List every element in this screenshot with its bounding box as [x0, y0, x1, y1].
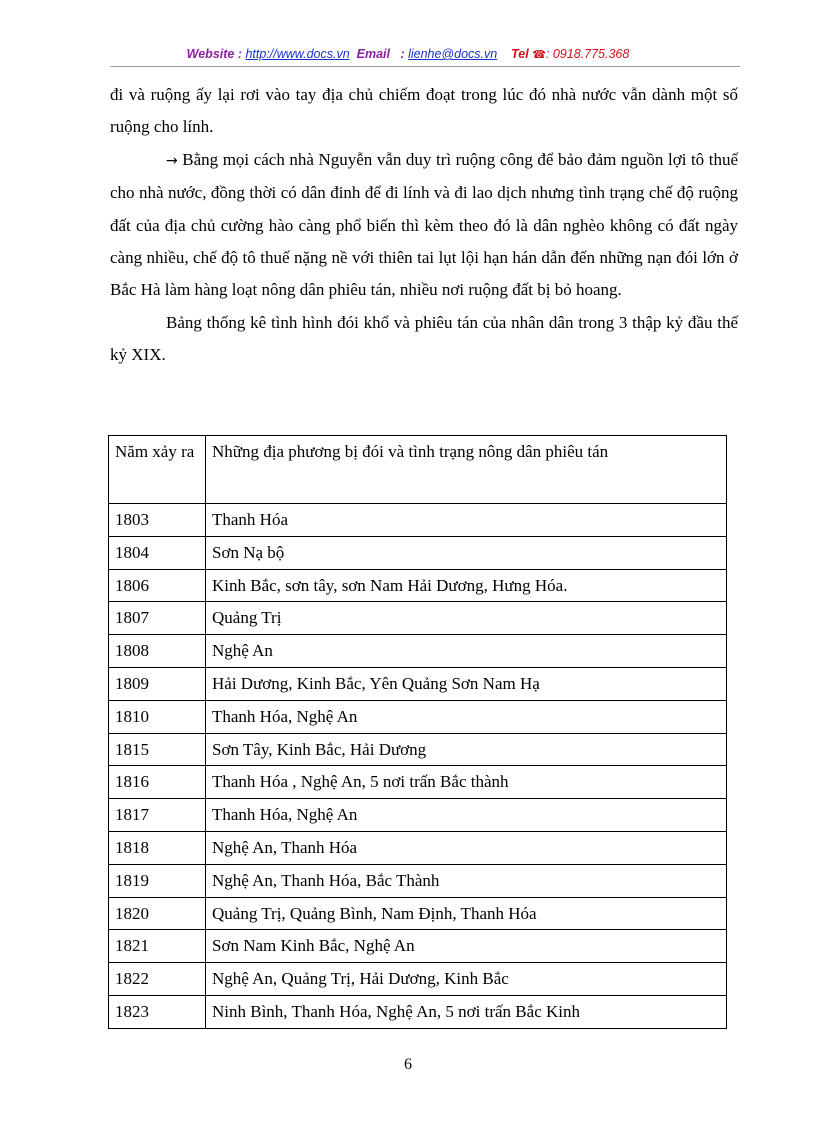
website-sep: : [234, 47, 246, 61]
year-cell: 1823 [109, 995, 206, 1028]
paragraph-2 [110, 144, 738, 307]
year-cell: 1822 [109, 963, 206, 996]
places-cell: Nghệ An, Quảng Trị, Hải Dương, Kinh Bắc [206, 963, 727, 996]
year-cell: 1821 [109, 930, 206, 963]
header-year: Năm xảy ra [109, 436, 206, 504]
email-link[interactable]: lienhe@docs.vn [408, 47, 498, 61]
places-cell: Hải Dương, Kinh Bắc, Yên Quảng Sơn Nam Hạ [206, 667, 727, 700]
tel-value: : 0918.775.368 [545, 47, 630, 61]
table-row [109, 536, 727, 569]
table-caption: Bảng thống kê tình hình đói khổ và phiêu tán của nhân dân trong 3 thập kỷ đầu thế kỷ XIX. [110, 312, 738, 365]
places-cell: Kinh Bắc, sơn tây, sơn Nam Hải Dương, Hưng Hóa. [206, 569, 727, 602]
year-cell: 1807 [109, 602, 206, 635]
table-row [109, 963, 727, 996]
tel-label: Tel [511, 47, 529, 61]
table-row [109, 864, 727, 897]
year-cell: 1820 [109, 897, 206, 930]
places-cell: Thanh Hóa [206, 504, 727, 537]
year-cell: 1815 [109, 733, 206, 766]
places-cell: Thanh Hóa , Nghệ An, 5 nơi trấn Bắc thành [206, 766, 727, 799]
table-row [109, 569, 727, 602]
header-places: Những địa phương bị đói và tình trạng nông dân phiêu tán [206, 436, 727, 504]
paragraph-2-text: Bằng mọi cách nhà Nguyễn vẫn duy trì ruộng công để bảo đảm nguồn lợi tô thuế cho nhà nước, đồng thời có dân đinh để đi lính và đi lao dịch nhưng tình trạng chế độ ruộng đất của địa chủ cường hào càng phổ biến thì kèm theo đó là dân nghèo không có đất ngày càng nhiều, chế độ tô thuế nặng nề với thiên tai lụt lội hạn hán dẫn đến những nạn đói lớn ở Bắc Hà làm hàng loạt nông dân phiêu tán, nhiều nơi ruộng đất bị bỏ hoang. [110, 149, 738, 300]
places-cell: Nghệ An [206, 635, 727, 668]
places-cell: Quảng Trị [206, 602, 727, 635]
year-cell: 1809 [109, 667, 206, 700]
year-cell: 1818 [109, 831, 206, 864]
email-label: Email [356, 47, 390, 61]
table-row [109, 831, 727, 864]
table-row [109, 700, 727, 733]
places-cell: Sơn Nạ bộ [206, 536, 727, 569]
places-cell: Nghệ An, Thanh Hóa [206, 831, 727, 864]
table-row [109, 766, 727, 799]
table-header-row [109, 436, 727, 504]
document-body [110, 79, 738, 372]
year-cell: 1808 [109, 635, 206, 668]
website-link[interactable]: http://www.docs.vn [245, 47, 350, 61]
page-header [0, 47, 816, 61]
arrow-icon: → [166, 152, 178, 169]
email-sep: : [396, 47, 409, 61]
places-cell: Nghệ An, Thanh Hóa, Bắc Thành [206, 864, 727, 897]
year-cell: 1816 [109, 766, 206, 799]
header-divider [110, 66, 740, 67]
year-cell: 1817 [109, 799, 206, 832]
paragraph-1: đi và ruộng ấy lại rơi vào tay địa chủ chiếm đoạt trong lúc đó nhà nước vẫn dành một số ruộng cho lính. [110, 85, 738, 137]
table-row [109, 930, 727, 963]
table-row [109, 799, 727, 832]
places-cell: Thanh Hóa, Nghệ An [206, 799, 727, 832]
table-row [109, 667, 727, 700]
year-cell: 1804 [109, 536, 206, 569]
table-row [109, 504, 727, 537]
year-cell: 1819 [109, 864, 206, 897]
year-cell: 1803 [109, 504, 206, 537]
table-row [109, 733, 727, 766]
famine-table [108, 435, 727, 1029]
places-cell: Ninh Bình, Thanh Hóa, Nghệ An, 5 nơi trấn Bắc Kinh [206, 995, 727, 1028]
year-cell: 1806 [109, 569, 206, 602]
page-number: 6 [404, 1056, 412, 1073]
places-cell: Quảng Trị, Quảng Bình, Nam Định, Thanh Hóa [206, 897, 727, 930]
table-row [109, 602, 727, 635]
table-row [109, 897, 727, 930]
year-cell: 1810 [109, 700, 206, 733]
places-cell: Sơn Tây, Kinh Bắc, Hải Dương [206, 733, 727, 766]
places-cell: Thanh Hóa, Nghệ An [206, 700, 727, 733]
website-label: Website [186, 47, 235, 61]
table-row [109, 995, 727, 1028]
table-row [109, 635, 727, 668]
places-cell: Sơn Nam Kinh Bắc, Nghệ An [206, 930, 727, 963]
phone-icon: ☎ [532, 49, 546, 61]
